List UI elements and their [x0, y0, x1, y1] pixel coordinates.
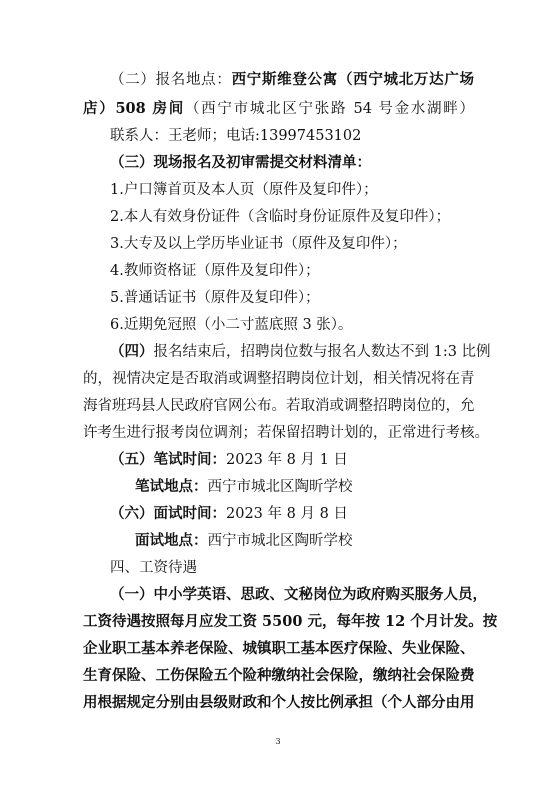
text-line — [83, 612, 498, 632]
text-run: 2.本人有效身份证件（含临时身份证原件及复印件）； — [110, 209, 451, 225]
text-run: 的，视情决定是否取消或调整招聘岗位计划，相关情况将在青 — [83, 371, 475, 387]
bold-text-run: 店）508 房间 — [83, 100, 185, 117]
text-run: 4.教师资格证（原件及复印件）； — [110, 263, 320, 279]
bold-text-run: 用根据规定分别由县级财政和个人按比例承担（个人部分由用 — [83, 694, 475, 711]
bold-text-run: （五）笔试时间： — [110, 451, 226, 468]
text-line — [110, 153, 510, 173]
text-line — [110, 180, 510, 200]
text-line — [135, 531, 535, 551]
text-run: 3.大专及以上学历毕业证书（原件及复印件）； — [110, 236, 407, 252]
text-line — [110, 70, 474, 90]
text-line — [83, 639, 474, 659]
text-line — [135, 477, 535, 497]
text-run: 许考生进行报考岗位调剂；若保留招聘计划的，正常进行考核。 — [83, 425, 489, 441]
bold-text-run: 生育保险、工伤保险五个险种缴纳社会保险，缴纳社会保险费 — [83, 667, 475, 684]
text-line — [110, 504, 510, 524]
text-line — [110, 261, 510, 281]
bold-text-run: 笔试地点： — [135, 478, 208, 495]
text-line — [83, 99, 474, 119]
text-line — [83, 666, 474, 686]
text-line — [110, 450, 510, 470]
text-run: 西宁市城北区陶昕学校 — [207, 479, 353, 495]
text-line — [83, 423, 489, 443]
bold-text-run: （一）中小学英语、思政、文秘岗位为政府购买服务人员， — [110, 586, 487, 603]
page-number: 3 — [275, 737, 281, 746]
bold-text-run: 西宁斯维登公寓（西宁城北万达广场 — [231, 71, 475, 88]
text-line — [83, 396, 474, 416]
text-run: 四、工资待遇 — [110, 560, 197, 576]
text-run: （二）报名地点： — [110, 72, 232, 88]
text-line — [110, 234, 510, 254]
text-line — [110, 126, 510, 146]
bold-text-run: 工资待遇按照每月应发工资 5500 元，每年按 12 个月计发。按 — [83, 613, 498, 630]
text-run: （西宁市城北区宁张路 54 号金水湖畔） — [184, 101, 474, 117]
text-run: 西宁市城北区陶昕学校 — [207, 533, 353, 549]
text-line — [110, 585, 487, 605]
bold-text-run: 面试地点： — [135, 532, 208, 549]
bold-text-run: 企业职工基本养老保险、城镇职工基本医疗保险、失业保险、 — [83, 640, 475, 657]
bold-text-run: （四） — [110, 343, 154, 360]
text-line — [83, 369, 474, 389]
text-run: 1.户口簿首页及本人页（原件及复印件）； — [110, 182, 378, 198]
text-line — [110, 207, 510, 227]
text-run: 2023 年 8 月 1 日 — [226, 452, 348, 468]
text-run: 2023 年 8 月 8 日 — [226, 506, 348, 522]
text-run: 6.近期免冠照（小二寸蓝底照 3 张）。 — [110, 317, 353, 333]
text-run: 报名结束后，招聘岗位数与报名人数达不到 1:3 比例 — [153, 344, 491, 360]
bold-text-run: （六）面试时间： — [110, 505, 226, 522]
text-run: 5.普通话证书（原件及复印件）； — [110, 290, 320, 306]
text-run: 联系人：王老师；电话:13997453102 — [110, 128, 362, 144]
text-line — [110, 315, 510, 335]
text-line — [83, 693, 474, 713]
text-run: 海省班玛县人民政府官网公布。若取消或调整招聘岗位的，允 — [83, 398, 475, 414]
text-line — [110, 342, 491, 362]
text-line — [110, 288, 510, 308]
bold-text-run: （三）现场报名及初审需提交材料清单： — [110, 154, 371, 171]
text-line — [110, 558, 510, 578]
